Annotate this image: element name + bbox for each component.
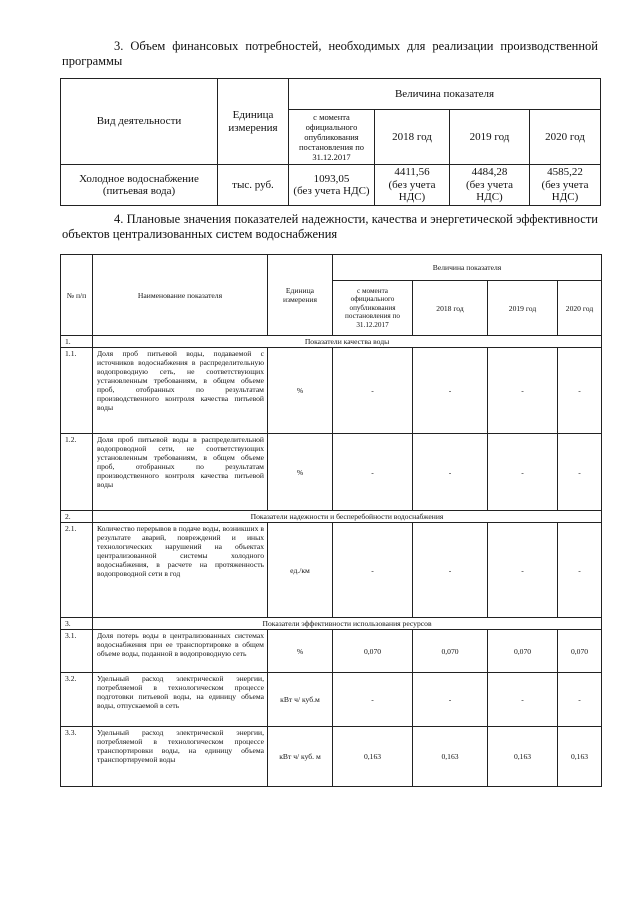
header-2018: 2018 год — [375, 110, 450, 165]
row-num: 1.1. — [61, 348, 93, 434]
header-name: Наименование показателя — [93, 255, 268, 336]
value-since: 0,070 — [333, 630, 413, 673]
value-2020: - — [558, 523, 602, 618]
section-4-title: 4. Плановые значения показателей надежности, качества и энергетической эффективности объектов централизованных систем водоснабжения — [62, 212, 598, 241]
row-name: Доля проб питьевой воды, подаваемой с источников водоснабжения в распределительную водопроводную сеть, не соответствующих установленным требованиям, в общем объеме проб, отобранных по результатам производственного контроля качества питьевой воды — [93, 348, 268, 434]
value-2019: 4484,28 — [471, 166, 508, 179]
value-2019: - — [488, 673, 558, 727]
value-since: 1093,05 — [313, 172, 350, 185]
row-name: Количество перерывов в подаче воды, возникших в результате аварий, повреждений и иных технологических нарушений на объектах централизованной системы холодного водоснабжения, в расчете на протяженность водопроводной сети в год — [93, 523, 268, 618]
value-2019: - — [488, 523, 558, 618]
row-num: 3.2. — [61, 673, 93, 727]
value-since: - — [333, 434, 413, 511]
row-since — [289, 165, 375, 206]
row-2020 — [530, 165, 601, 206]
table-row — [61, 523, 602, 618]
section-3-heading — [62, 39, 598, 69]
value-2019: - — [488, 434, 558, 511]
value-since: 0,163 — [333, 727, 413, 787]
section-row — [61, 618, 602, 630]
value-2020: - — [558, 348, 602, 434]
row-unit: ед./км — [268, 523, 333, 618]
value-2019: 0,070 — [488, 630, 558, 673]
table-row — [61, 673, 602, 727]
row-name: Удельный расход электрической энергии, потребляемой в технологическом процессе транспортировки воды, на единицу объема транспортируемой воды — [93, 727, 268, 787]
header-activity: Вид деятельности — [61, 79, 218, 165]
value-2020: - — [558, 673, 602, 727]
section-row — [61, 336, 602, 348]
header-2018: 2018 год — [413, 281, 488, 336]
header-2019: 2019 год — [450, 110, 530, 165]
header-value: Величина показателя — [289, 79, 601, 110]
section-3-title: 3. Объем финансовых потребностей, необходимых для реализации производственной программы — [62, 39, 598, 68]
vat-note: (без учета НДС) — [388, 178, 436, 204]
section-title: Показатели надежности и бесперебойности водоснабжения — [93, 511, 602, 523]
row-unit: кВт ч/ куб.м — [268, 673, 333, 727]
table-row — [61, 434, 602, 511]
value-2018: - — [413, 348, 488, 434]
vat-note: (без учета НДС) — [466, 178, 513, 204]
row-unit: % — [268, 348, 333, 434]
section-4-heading — [62, 212, 598, 242]
vat-note: (без учета НДС) — [293, 185, 370, 197]
header-value: Величина показателя — [333, 255, 602, 281]
value-2018: - — [413, 673, 488, 727]
value-2020: 0,070 — [558, 630, 602, 673]
row-num: 3.1. — [61, 630, 93, 673]
value-2020: 4585,22 — [547, 166, 583, 179]
section-num: 1. — [61, 336, 93, 348]
table-row — [61, 727, 602, 787]
header-unit: Единица измерения — [218, 79, 289, 165]
row-name: Доля потерь воды в централизованных системах водоснабжения при ее транспортировке в общем объеме воды, поданной в водопроводную сеть — [93, 630, 268, 673]
header-2020: 2020 год — [558, 281, 602, 336]
indicators-table — [60, 254, 602, 787]
row-num: 1.2. — [61, 434, 93, 511]
header-since: с момента официального опубликования постановления по 31.12.2017 — [289, 110, 375, 165]
vat-note: (без учета НДС) — [541, 178, 589, 204]
header-num: № п/п — [61, 255, 93, 336]
row-2019 — [450, 165, 530, 206]
table-row — [61, 348, 602, 434]
header-2019: 2019 год — [488, 281, 558, 336]
value-2020: - — [558, 434, 602, 511]
value-since: - — [333, 348, 413, 434]
value-2018: - — [413, 434, 488, 511]
value-2019: - — [488, 348, 558, 434]
table-row — [61, 165, 601, 206]
value-2018: - — [413, 523, 488, 618]
section-title: Показатели качества воды — [93, 336, 602, 348]
section-title: Показатели эффективности использования ресурсов — [93, 618, 602, 630]
row-unit: тыс. руб. — [218, 165, 289, 206]
row-unit: % — [268, 434, 333, 511]
table-row — [61, 630, 602, 673]
row-unit: кВт ч/ куб. м — [268, 727, 333, 787]
value-since: - — [333, 523, 413, 618]
value-2018: 0,070 — [413, 630, 488, 673]
section-row — [61, 511, 602, 523]
row-unit: % — [268, 630, 333, 673]
value-2019: 0,163 — [488, 727, 558, 787]
value-2018: 4411,56 — [394, 166, 430, 179]
section-num: 2. — [61, 511, 93, 523]
row-num: 2.1. — [61, 523, 93, 618]
header-2020: 2020 год — [530, 110, 601, 165]
section-num: 3. — [61, 618, 93, 630]
row-num: 3.3. — [61, 727, 93, 787]
row-name: Доля проб питьевой воды в распределительной водопроводной сети, не соответствующих установленным требованиям, в общем объеме проб, отобранных по результатам производственного контроля качества питьевой воды — [93, 434, 268, 511]
header-unit: Единица измерения — [268, 255, 333, 336]
row-name: Удельный расход электрической энергии, потребляемой в технологическом процессе подготовки питьевой воды, на единицу объема воды, отпускаемой в сеть — [93, 673, 268, 727]
header-since: с момента официального опубликования постановления по 31.12.2017 — [333, 281, 413, 336]
value-since: - — [333, 673, 413, 727]
value-2020: 0,163 — [558, 727, 602, 787]
row-2018 — [375, 165, 450, 206]
financial-needs-table — [60, 78, 601, 206]
value-2018: 0,163 — [413, 727, 488, 787]
row-activity: Холодное водоснабжение (питьевая вода) — [61, 165, 218, 206]
